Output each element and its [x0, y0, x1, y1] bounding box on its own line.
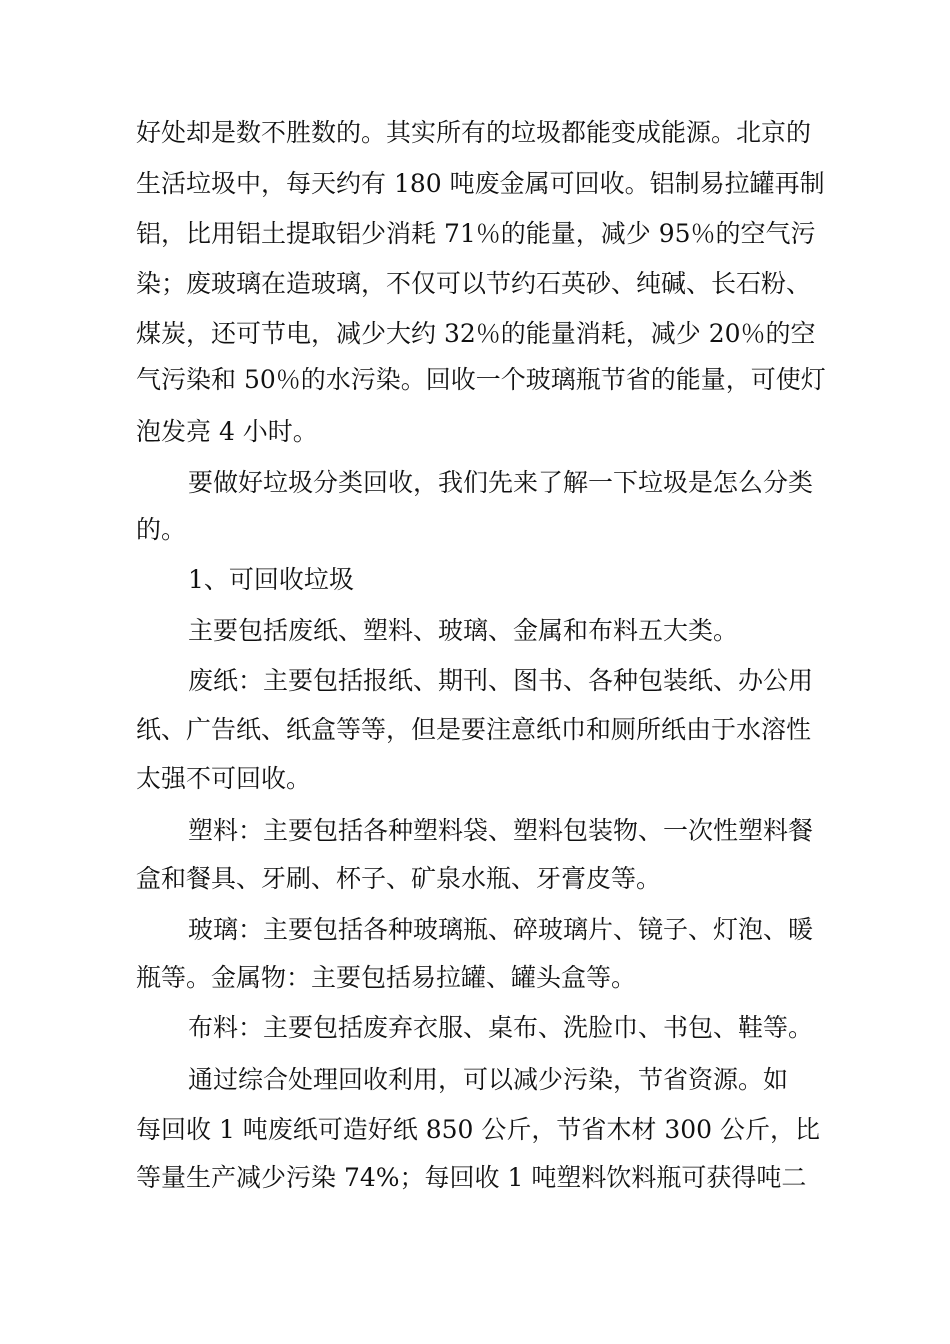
text-line: 每回收 1 吨废纸可造好纸 850 公斤，节省木材 300 公斤，比: [136, 1115, 821, 1144]
text-line: 泡发亮 4 小时。: [136, 417, 318, 446]
text-line: 纸、广告纸、纸盒等等，但是要注意纸巾和厕所纸由于水溶性: [136, 715, 812, 744]
text-line: 废纸：主要包括报纸、期刊、图书、各种包装纸、办公用: [188, 666, 814, 695]
text-line: 煤炭，还可节电，减少大约 32％的能量消耗，减少 20％的空: [136, 319, 816, 348]
section-heading: 1、可回收垃圾: [188, 565, 354, 594]
text-line: 铝，比用铝土提取铝少消耗 71％的能量，减少 95％的空气污: [136, 219, 816, 248]
text-line: 要做好垃圾分类回收，我们先来了解一下垃圾是怎么分类: [188, 468, 814, 497]
text-line: 的。: [136, 515, 187, 544]
text-line: 塑料：主要包括各种塑料袋、塑料包装物、一次性塑料餐: [188, 816, 814, 845]
text-line: 通过综合处理回收利用，可以减少污染，节省资源。如: [188, 1065, 789, 1094]
text-line: 布料：主要包括废弃衣服、桌布、洗脸巾、书包、鞋等。: [188, 1013, 814, 1042]
text-line: 太强不可回收。: [136, 764, 312, 793]
text-line: 瓶等。金属物：主要包括易拉罐、罐头盒等。: [136, 963, 637, 992]
text-line: 盒和餐具、牙刷、杯子、矿泉水瓶、牙膏皮等。: [136, 864, 662, 893]
text-line: 气污染和 50％的水污染。回收一个玻璃瓶节省的能量，可使灯: [136, 365, 826, 394]
text-line: 主要包括废纸、塑料、玻璃、金属和布料五大类。: [188, 616, 739, 645]
text-line: 生活垃圾中，每天约有 180 吨废金属可回收。铝制易拉罐再制: [136, 169, 825, 198]
text-line: 玻璃：主要包括各种玻璃瓶、碎玻璃片、镜子、灯泡、暖: [188, 915, 814, 944]
text-line: 好处却是数不胜数的。其实所有的垃圾都能变成能源。北京的: [136, 118, 812, 147]
text-line: 染；废玻璃在造玻璃，不仅可以节约石英砂、纯碱、长石粉、: [136, 269, 812, 298]
text-line: 等量生产减少污染 74%；每回收 1 吨塑料饮料瓶可获得吨二: [136, 1163, 807, 1192]
